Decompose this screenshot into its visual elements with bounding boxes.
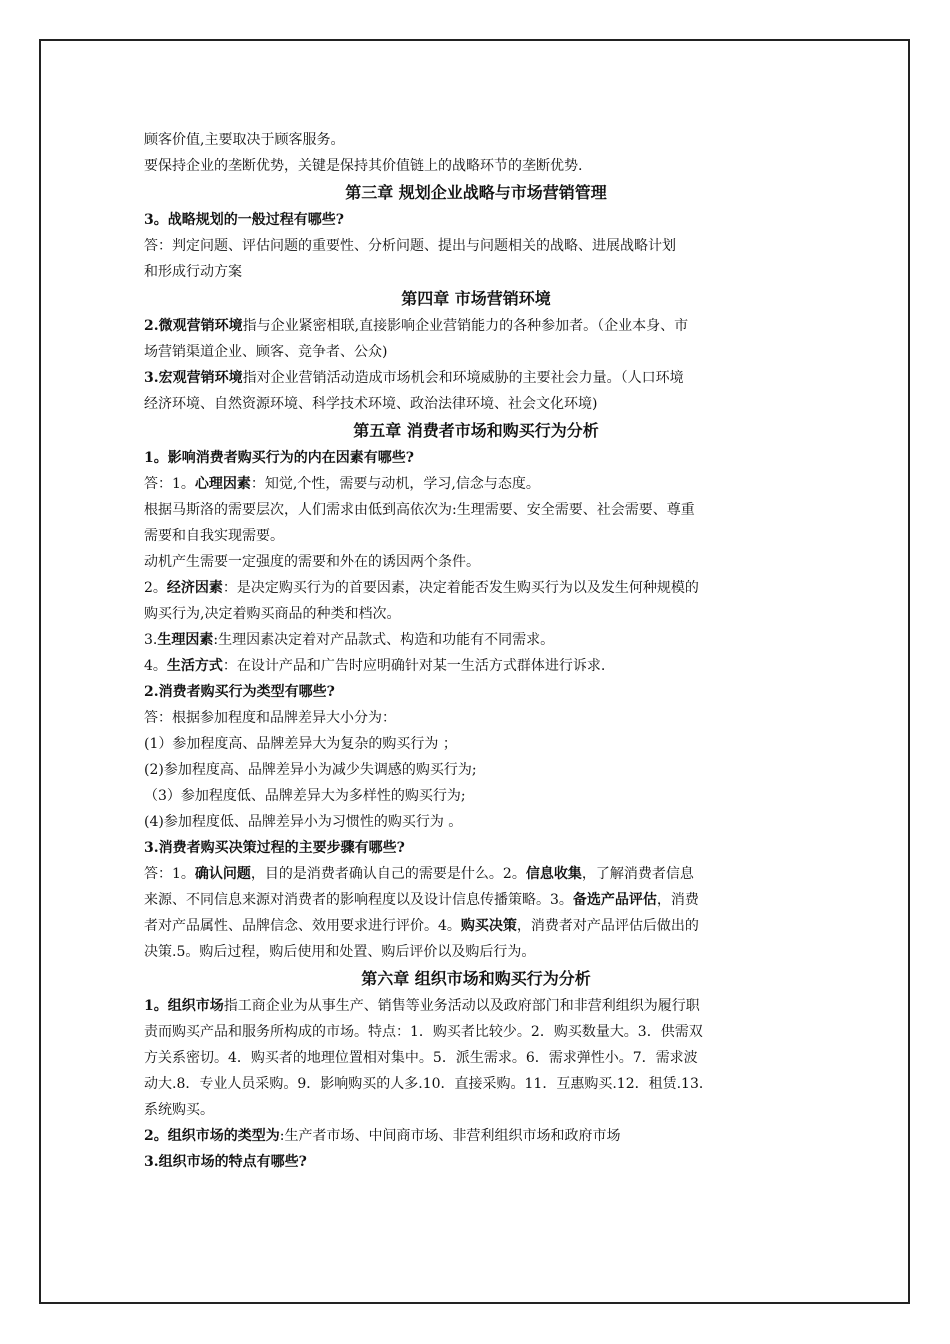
- text-span: 4。: [144, 658, 167, 674]
- term: 生理因素: [157, 632, 214, 648]
- text-span: 2。: [144, 580, 167, 596]
- answer-line: 和形成行动方案: [144, 264, 242, 280]
- text-line: 经济环境、自然资源环境、科学技术环境、政治法律环境、社会文化环境): [144, 396, 598, 412]
- chapter-4-heading: 第四章 市场营销环境: [401, 289, 551, 308]
- text-span: ，消费: [656, 892, 699, 908]
- text-line: 决策.5。购后过程，购后使用和处置、购后评价以及购后行为。: [144, 944, 536, 960]
- chapter-3-heading: 第三章 规划企业战略与市场营销管理: [345, 183, 607, 202]
- definition-text: 指与企业紧密相联,直接影响企业营销能力的各种参加者。（企业本身、市: [242, 318, 689, 334]
- text-line: 根据马斯洛的需要层次，人们需求由低到高依次为:生理需要、安全需要、社会需要、尊重: [144, 502, 695, 518]
- term: 心理因素: [194, 476, 251, 492]
- text-line: 要保持企业的垄断优势，关键是保持其价值链上的战略环节的垄断优势.: [144, 158, 583, 174]
- question-heading: 3.组织市场的特点有哪些?: [144, 1154, 307, 1170]
- definition-text: :生产者市场、中间商市场、非营利组织市场和政府市场: [279, 1128, 621, 1144]
- term: 3.宏观营销环境: [144, 370, 243, 386]
- question-heading: 3.消费者购买决策过程的主要步骤有哪些?: [144, 840, 405, 856]
- question-heading: 1。影响消费者购买行为的内在因素有哪些?: [144, 450, 414, 466]
- definition-line: [144, 313, 808, 339]
- answer-line: 答：根据参加程度和品牌差异大小分为：: [144, 710, 396, 726]
- text-line: 方关系密切。4．购买者的地理位置相对集中。5．派生需求。6．需求弹性小。7．需求波: [144, 1050, 698, 1066]
- term: 经济因素: [166, 580, 223, 596]
- text-line: 动大.8．专业人员采购。9．影响购买的人多.10．直接采购。11．互惠购买.12．租赁.13．: [144, 1076, 713, 1092]
- question-heading: 2.消费者购买行为类型有哪些?: [144, 684, 335, 700]
- text-line: 顾客价值,主要取决于顾客服务。: [144, 132, 345, 148]
- answer-line: [144, 627, 808, 653]
- term: 备选产品评估: [572, 892, 657, 908]
- definition-text: 指工商企业为从事生产、销售等业务活动以及政府部门和非营利组织为履行职: [223, 998, 700, 1014]
- answer-line: [144, 575, 808, 601]
- text-span: ，消费者对产品评估后做出的: [516, 918, 699, 934]
- answer-line: [144, 861, 808, 887]
- term: 生活方式: [166, 658, 223, 674]
- definition-line: [144, 993, 808, 1019]
- text-span: ，了解消费者信息: [581, 866, 694, 882]
- text-line: 场营销渠道企业、顾客、竞争者、公众): [144, 344, 388, 360]
- text-span: 3.: [144, 632, 158, 648]
- document-body: [144, 127, 808, 1175]
- term: 购买决策: [460, 918, 517, 934]
- text-line: 责而购买产品和服务所构成的市场。特点：1．购买者比较少。2．购买数量大。3．供需双: [144, 1024, 703, 1040]
- list-item: (4)参加程度低、品牌差异小为习惯性的购买行为 。: [144, 814, 463, 830]
- text-span: 答：1。: [144, 476, 195, 492]
- term: 确认问题: [194, 866, 251, 882]
- term: 1。组织市场: [144, 998, 224, 1014]
- definition-text: 指对企业营销活动造成市场机会和环境威胁的主要社会力量。（人口环境: [242, 370, 684, 386]
- text-line: 动机产生需要一定强度的需要和外在的诱因两个条件。: [144, 554, 480, 570]
- text-span: 来源、不同信息来源对消费者的影响程度以及设计信息传播策略。3。: [144, 892, 573, 908]
- list-item: （3）参加程度低、品牌差异大为多样性的购买行为;: [144, 788, 466, 804]
- text-span: ：知觉,个性，需要与动机，学习,信念与态度。: [250, 476, 540, 492]
- text-line: 购买行为,决定着购买商品的种类和档次。: [144, 606, 401, 622]
- text-span: ：在设计产品和广告时应明确针对某一生活方式群体进行诉求.: [222, 658, 606, 674]
- text-span: :生理因素决定着对产品款式、构造和功能有不同需求。: [213, 632, 555, 648]
- definition-line: [144, 365, 808, 391]
- text-span: 答：1。: [144, 866, 195, 882]
- chapter-5-heading: 第五章 消费者市场和购买行为分析: [353, 421, 599, 440]
- list-item: (1）参加程度高、品牌差异大为复杂的购买行为 ；: [144, 736, 457, 752]
- answer-line: [144, 471, 808, 497]
- text-line: 需要和自我实现需要。: [144, 528, 284, 544]
- answer-line: [144, 653, 808, 679]
- text-span: ：是决定购买行为的首要因素，决定着能否发生购买行为以及发生何种规模的: [222, 580, 699, 596]
- answer-line: 答：判定问题、评估问题的重要性、分析问题、提出与问题相关的战略、进展战略计划: [144, 238, 676, 254]
- term: 信息收集: [525, 866, 582, 882]
- text-span: ，目的是消费者确认自己的需要是什么。2。: [250, 866, 526, 882]
- term: 2.微观营销环境: [144, 318, 243, 334]
- answer-line: [144, 913, 808, 939]
- question-heading: 3。战略规划的一般过程有哪些?: [144, 212, 344, 228]
- answer-line: [144, 887, 808, 913]
- text-line: 系统购买。: [144, 1102, 214, 1118]
- term: 2。组织市场的类型为: [144, 1128, 280, 1144]
- text-span: 者对产品属性、品牌信念、效用要求进行评价。4。: [144, 918, 461, 934]
- list-item: (2)参加程度高、品牌差异小为减少失调感的购买行为;: [144, 762, 477, 778]
- chapter-6-heading: 第六章 组织市场和购买行为分析: [361, 969, 591, 988]
- definition-line: [144, 1123, 808, 1149]
